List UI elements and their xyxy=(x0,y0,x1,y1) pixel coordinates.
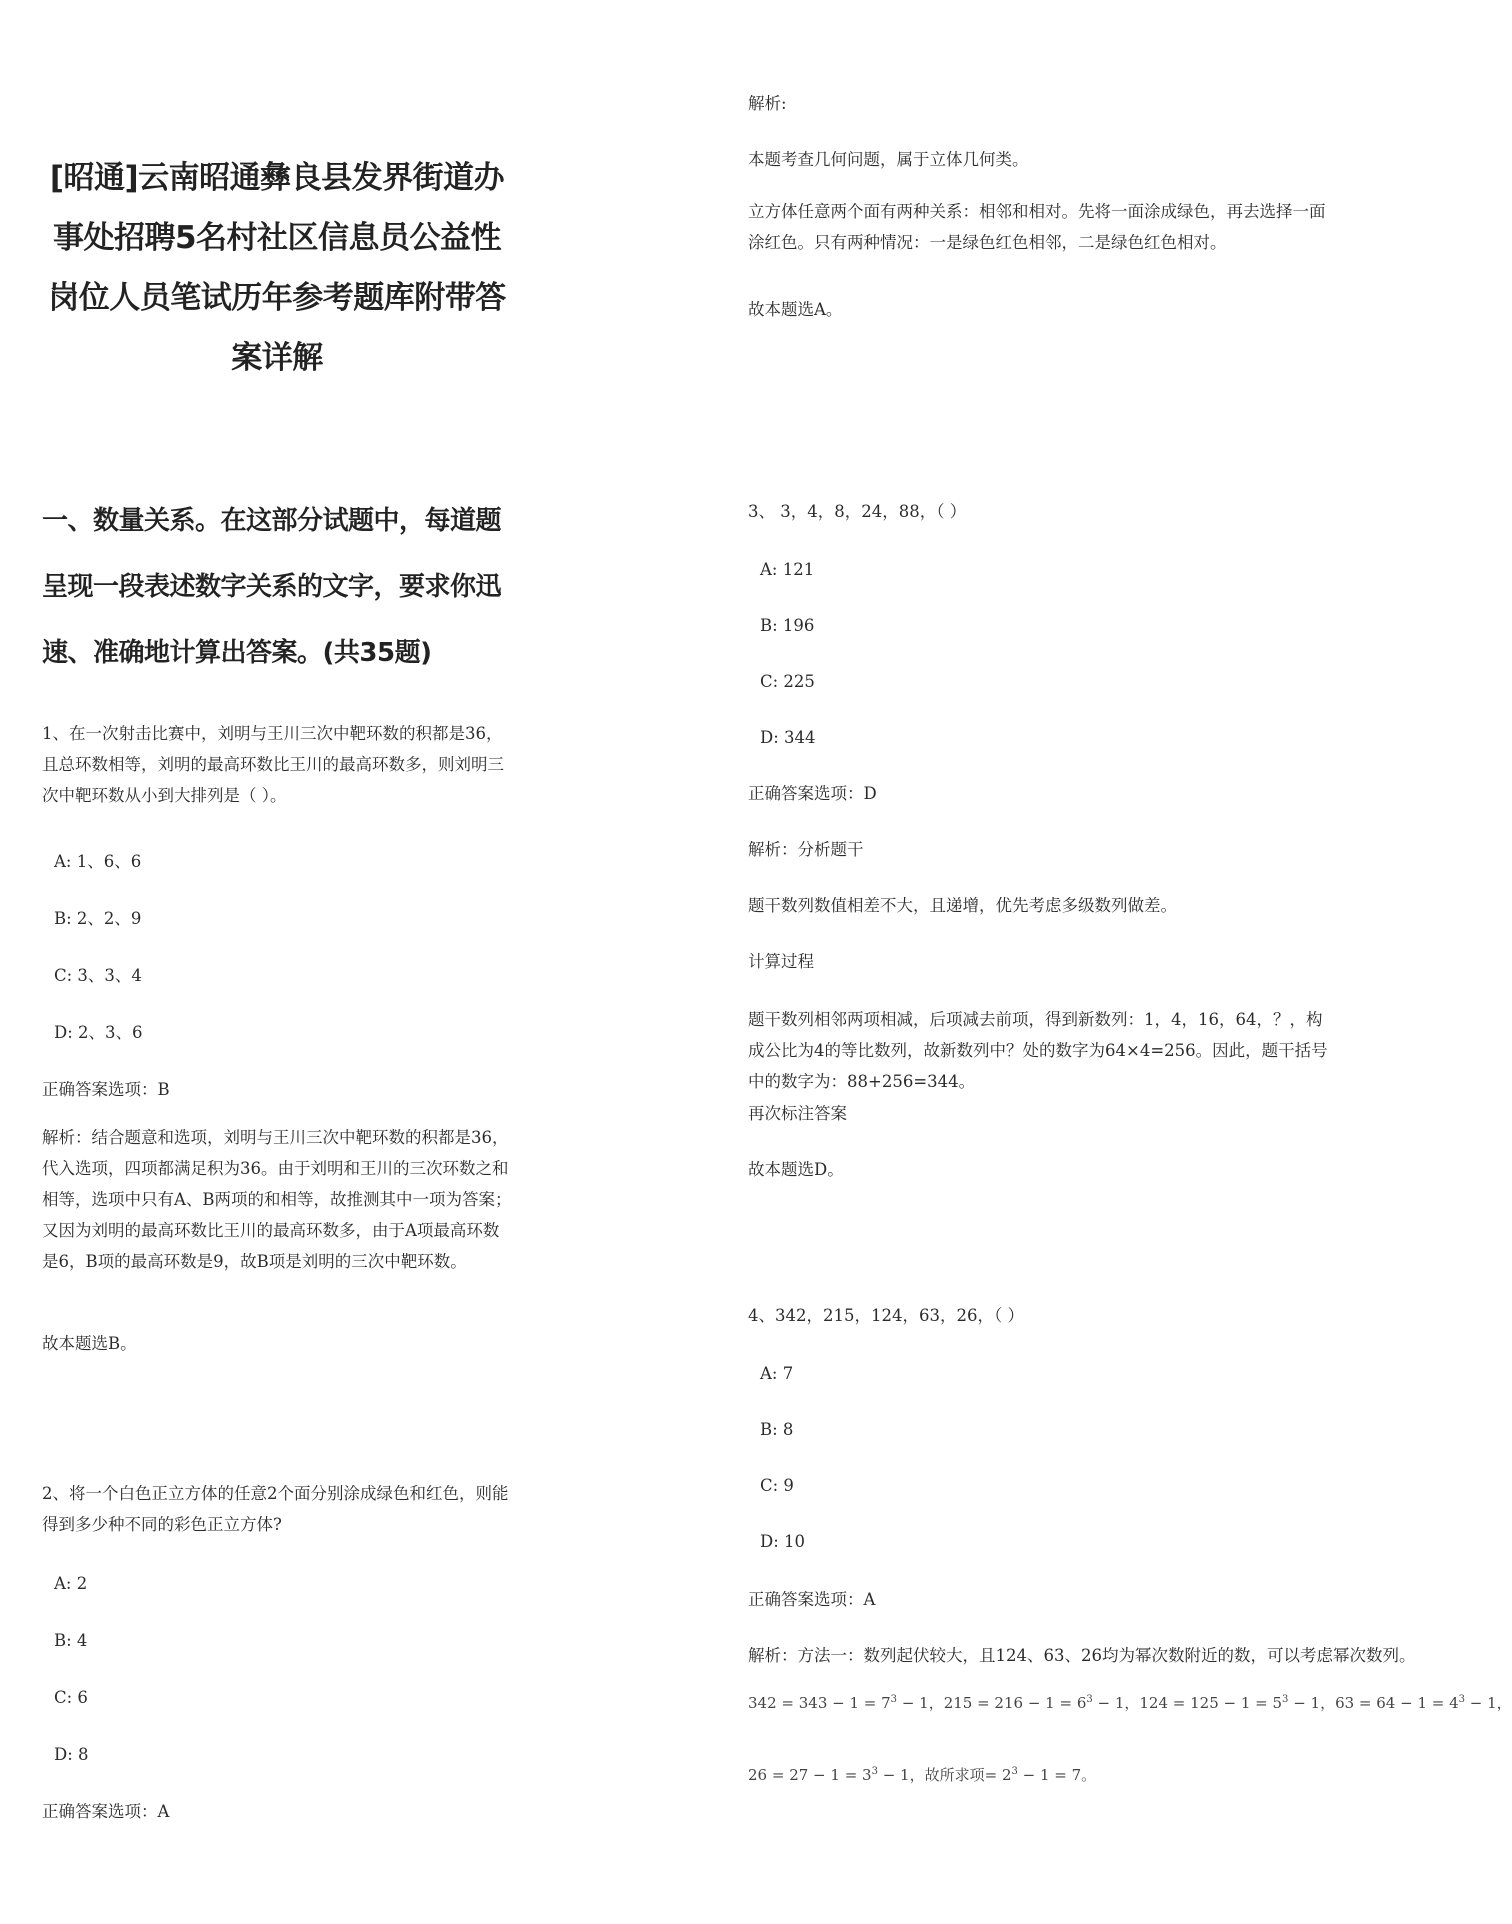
q3-option-c: C: 225 xyxy=(760,672,815,691)
q2-analysis-p1: 本题考查几何问题，属于立体几何类。 xyxy=(748,150,1029,169)
q3-analysis: 解析：分析题干 xyxy=(748,840,864,859)
q1-option-b: B: 2、2、9 xyxy=(54,909,142,928)
q3-option-d: D: 344 xyxy=(760,728,816,747)
q3-answer: 正确答案选项：D xyxy=(748,784,877,803)
q4-option-d: D: 10 xyxy=(760,1532,806,1551)
q1-option-c: C: 3、3、4 xyxy=(54,966,142,985)
question-2-text: 2、将一个白色正立方体的任意2个面分别涂成绿色和红色，则能得到多少种不同的彩色正立方体? xyxy=(42,1484,509,1534)
q1-option-a: A: 1、6、6 xyxy=(54,852,142,871)
q2-option-c: C: 6 xyxy=(54,1688,88,1707)
q2-option-b: B: 4 xyxy=(54,1631,88,1650)
section-heading: 一、数量关系。在这部分试题中，每道题呈现一段表述数字关系的文字，要求你迅速、准确地计算出答案。(共35题) xyxy=(42,506,502,668)
q2-conclusion: 故本题选A。 xyxy=(748,300,843,319)
q3-analysis-p4: 再次标注答案 xyxy=(748,1104,847,1123)
q4-option-a: A: 7 xyxy=(760,1364,794,1383)
q1-option-d: D: 2、3、6 xyxy=(54,1023,143,1042)
q4-option-c: C: 9 xyxy=(760,1476,794,1495)
q4-math-line-2: $26 = 27 - 1 = 3^3 - 1$，故所求项= $2^3 - 1 = 7$。 xyxy=(748,1766,1097,1784)
q3-analysis-p2: 计算过程 xyxy=(748,952,814,971)
q1-answer: 正确答案选项：B xyxy=(42,1080,170,1099)
question-3-text: 3、 3，4，8，24，88，（ ） xyxy=(748,502,967,521)
page-title: [昭通]云南昭通彝良县发界街道办事处招聘5名村社区信息员公益性岗位人员笔试历年参考题库附带答案详解 xyxy=(48,160,506,376)
q4-math-line-1: $342 = 343 - 1 = 7^3 - 1$，$215 = 216 - 1 = 6^3 - 1$，$124 = 125 - 1 = 5^3 - 1$，$63 = 64 - 1 = 4^3 - 1$， xyxy=(748,1694,1512,1712)
q2-option-a: A: 2 xyxy=(54,1574,88,1593)
q3-option-b: B: 196 xyxy=(760,616,815,635)
q2-analysis-p2: 立方体任意两个面有两种关系：相邻和相对。先将一面涂成绿色，再去选择一面涂红色。只有两种情况：一是绿色红色相邻，二是绿色红色相对。 xyxy=(748,202,1326,252)
q4-answer: 正确答案选项：A xyxy=(748,1590,876,1609)
question-4-text: 4、342，215，124，63，26，（ ） xyxy=(748,1306,1024,1325)
q4-option-b: B: 8 xyxy=(760,1420,794,1439)
q2-answer: 正确答案选项：A xyxy=(42,1802,170,1821)
q3-option-a: A: 121 xyxy=(760,560,815,579)
q3-analysis-p1: 题干数列数值相差不大，且递增，优先考虑多级数列做差。 xyxy=(748,896,1177,915)
q3-conclusion: 故本题选D。 xyxy=(748,1160,844,1179)
question-1-text: 1、在一次射击比赛中，刘明与王川三次中靶环数的积都是36，且总环数相等，刘明的最高环数比王川的最高环数多，则刘明三次中靶环数从小到大排列是（ ）。 xyxy=(42,724,504,805)
q3-analysis-p3: 题干数列相邻两项相减，后项减去前项，得到新数列：1，4，16，64，？，构成公比为4的等比数列，故新数列中？处的数字为64×4=256。因此，题干括号中的数字为：88+256=344。 xyxy=(748,1010,1328,1091)
q2-analysis-label: 解析: xyxy=(748,94,787,113)
q4-analysis: 解析：方法一：数列起伏较大，且124、63、26均为幂次数附近的数，可以考虑幂次数列。 xyxy=(748,1646,1416,1665)
q1-conclusion: 故本题选B。 xyxy=(42,1334,137,1353)
q1-analysis: 解析：结合题意和选项，刘明与王川三次中靶环数的积都是36，代入选项，四项都满足积为36。由于刘明和王川的三次环数之和相等，选项中只有A、B两项的和相等，故推测其中一项为答案；又因为刘明的最高环数比王川的最高环数多，由于A项最高环数是6，B项的最高环数是9，故B项是刘明的三次中靶环数。 xyxy=(42,1128,512,1271)
q2-option-d: D: 8 xyxy=(54,1745,89,1764)
